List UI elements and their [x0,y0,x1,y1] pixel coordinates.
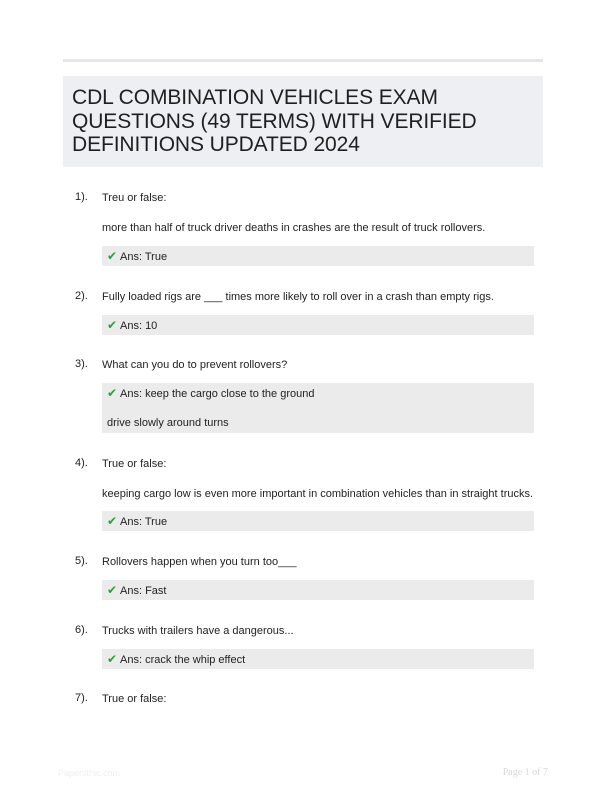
answer-text: Ans: True [120,516,168,528]
check-icon: ✔ [107,514,118,528]
answer-line [107,511,534,531]
answer-text: Ans: keep the cargo close to the ground [120,388,315,400]
question-text: Fully loaded rigs are ___ times more likely to roll over in a crash than empty rigs. [102,291,494,303]
answer-box [102,315,534,335]
check-icon: ✔ [107,249,118,263]
question-text: True or false: [102,693,167,705]
check-icon: ✔ [107,386,118,400]
answer-text: Ans: crack the whip effect [120,654,246,666]
question-text: Trucks with trailers have a dangerous... [102,625,294,637]
answer-box [102,246,534,266]
answer-line: drive slowly around turns [107,417,229,429]
question-number: 6). [75,624,88,636]
answer-line [107,315,534,335]
question-number: 4). [75,457,88,469]
question-number: 5). [75,555,88,567]
page-number: Page 1 of 7 [502,767,548,778]
answer-line [107,580,534,600]
answer-text: Ans: Fast [120,585,167,597]
question-text: True or false: [102,458,167,470]
question-text: more than half of truck driver deaths in crashes are the result of truck rollovers. [102,222,486,234]
question-number: 1). [75,191,88,203]
answer-box [102,649,534,669]
question-text: Treu or false: [102,192,167,204]
question-text: Rollovers happen when you turn too___ [102,556,297,568]
answer-line [107,649,534,669]
question-text: keeping cargo low is even more important in combination vehicles than in straight trucks. [102,488,534,500]
top-divider [63,59,543,62]
answer-line [107,383,534,403]
answer-line [107,246,534,266]
title-box [63,76,543,167]
question-number: 7). [75,692,88,704]
question-text: What can you do to prevent rollovers? [102,359,288,371]
footer-watermark: Papersthic.com [58,768,121,778]
check-icon: ✔ [107,318,118,332]
answer-text: Ans: 10 [120,320,158,332]
answer-box [102,383,534,433]
answer-box [102,511,534,531]
document-title: CDL COMBINATION VEHICLES EXAM QUESTIONS (49 TERMS) WITH VERIFIED DEFINITIONS UPDATED 2024 [72,86,477,156]
check-icon: ✔ [107,652,118,666]
question-number: 2). [75,290,88,302]
check-icon: ✔ [107,583,118,597]
question-number: 3). [75,358,88,370]
answer-box [102,580,534,600]
answer-text: Ans: True [120,251,168,263]
